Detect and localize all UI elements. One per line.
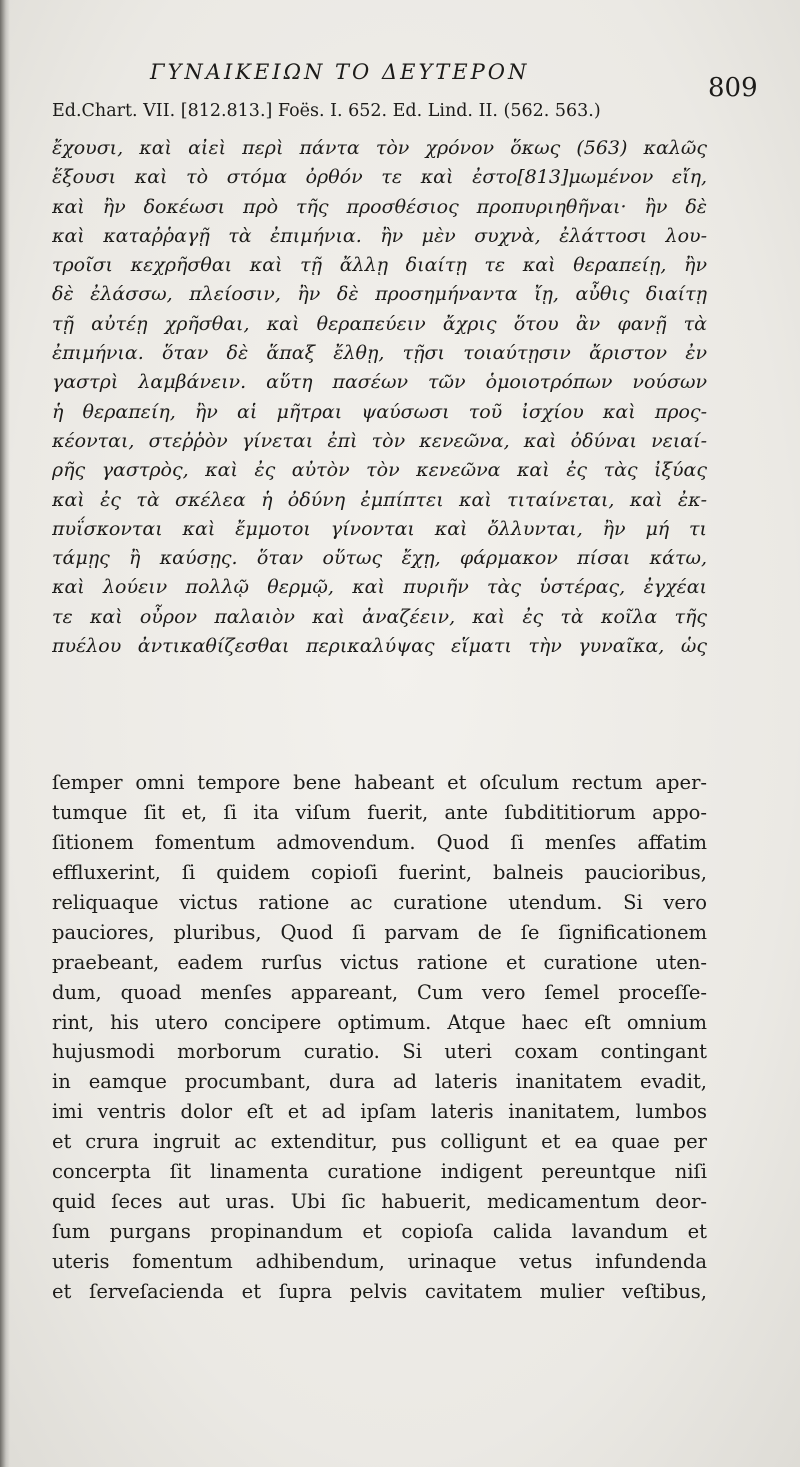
latin-text-line: et ſerveſacienda et ſupra pelvis cavitatem mulier veſtibus, [52,1279,707,1303]
greek-text-line: γαστρὶ λαμβάνειν. αὕτη πασέων τῶν ὁμοιοτρόπων νούσων [52,371,707,394]
greek-text-line: κέονται, στεῤῥὸν γίνεται ἐπὶ τὸν κενεῶνα, καὶ ὀδύναι νειαί- [52,429,707,452]
greek-text-line: ἐπιμήνια. ὅταν δὲ ἅπαξ ἔλθῃ, τῇσι τοιαύτῃσιν ἄριστον ἐν [52,342,707,365]
latin-text-line: imi ventris dolor eſt et ad ipſam lateris inanitatem, lumbos [52,1100,707,1124]
greek-text-line: τροῖσι κεχρῆσθαι καὶ τῇ ἄλλῃ διαίτῃ τε καὶ θεραπείῃ, ἢν [52,254,707,277]
latin-text-line: concerpta ſit linamenta curatione indigent pereuntque niſi [52,1160,707,1184]
latin-text-line: pauciores, pluribus, Quod ſi parvam de ſe ſignificationem [52,920,707,944]
greek-text-line: καὶ ἐς τὰ σκέλεα ἡ ὀδύνη ἐμπίπτει καὶ τιταίνεται, καὶ ἐκ- [52,488,707,511]
greek-text-line: πυΐσκονται καὶ ἔμμοτοι γίνονται καὶ ὄλλυνται, ἢν μή τι [52,517,707,540]
latin-text-line: et crura ingruit ac extenditur, pus colligunt et ea quae per [52,1130,707,1154]
greek-text-line: καὶ λούειν πολλῷ θερμῷ, καὶ πυριῆν τὰς ὑστέρας, ἐγχέαι [52,576,707,599]
greek-text-line: δὲ ἐλάσσω, πλείοσιν, ἢν δὲ προσημήναντα ἴῃ, αὖθις διαίτῃ [52,283,707,306]
greek-text-line: καὶ καταῤῥαγῇ τὰ ἐπιμήνια. ἢν μὲν συχνὰ, ἐλάττοσι λου- [52,224,707,247]
latin-text-line: dum, quoad menſes appareant, Cum vero ſemel proceſſe- [52,980,707,1004]
latin-text-line: effluxerint, ſi quidem copioſi fuerint, balneis paucioribus, [52,860,707,884]
latin-text-line: in eamque procumbant, dura ad lateris inanitatem evadit, [52,1070,707,1094]
greek-text-line: ἔχουσι, καὶ αἰεὶ περὶ πάντα τὸν χρόνον ὅκως (563) καλῶς [52,137,707,159]
latin-text-block [52,768,707,1307]
page-number: 809 [708,73,758,103]
latin-text-line: ſum purgans propinandum et copioſa calida lavandum et [52,1220,707,1244]
running-title: ΓΥΝΑΙΚΕΙΩΝ ΤΟ ΔΕΥΤΕΡΟΝ [150,60,530,84]
greek-text-line: τάμῃς ἢ καύσῃς. ὅταν οὕτως ἔχῃ, φάρμακον πίσαι κάτω, [52,547,707,570]
latin-text-line: quid ſeces aut uras. Ubi ſic habuerit, medicamentum deor- [52,1190,707,1214]
latin-text-line: uteris fomentum adhibendum, urinaque vetus infundenda [52,1250,707,1273]
latin-text-line: praebeant, eadem rurſus victus ratione et curatione uten- [52,950,707,974]
edition-reference-line: Ed.Chart. VII. [812.813.] Foës. I. 652. Ed. Lind. II. (562. 563.) [52,101,601,121]
latin-text-line: ſemper omni tempore bene habeant et oſculum rectum aper- [52,771,707,794]
greek-text-line: τῇ αὐτέῃ χρῆσθαι, καὶ θεραπεύειν ἄχρις ὅτου ἂν φανῇ τὰ [52,312,707,335]
greek-text-line: τε καὶ οὖρον παλαιὸν καὶ ἀναζέειν, καὶ ἐς τὰ κοῖλα τῆς [52,605,707,628]
greek-text-line: ἕξουσι καὶ τὸ στόμα ὀρθόν τε καὶ ἐστο[813]μωμένον εἴη, [52,166,707,189]
greek-text-line: ρῆς γαστρὸς, καὶ ἐς αὐτὸν τὸν κενεῶνα καὶ ἐς τὰς ἰξύας [52,459,707,482]
latin-text-line: reliquaque victus ratione ac curatione utendum. Si vero [52,890,707,914]
greek-text-line: καὶ ἢν δοκέωσι πρὸ τῆς προσθέσιος προπυριηθῆναι· ἢν δὲ [52,195,707,218]
page-binding-edge [0,0,10,1467]
latin-text-line: ſitionem fomentum admovendum. Quod ſi menſes affatim [52,830,707,854]
latin-text-line: rint, his utero concipere optimum. Atque haec eſt omnium [52,1010,707,1034]
greek-text-line: πυέλου ἀντικαθίζεσθαι περικαλύψας εἵματι τὴν γυναῖκα, ὡς [52,635,707,658]
greek-text-block [52,134,707,661]
page-header [100,55,758,103]
greek-text-line: ἡ θεραπείη, ἢν αἱ μῆτραι ψαύσωσι τοῦ ἰσχίου καὶ προς- [52,400,707,423]
latin-text-line: hujusmodi morborum curatio. Si uteri coxam contingant [52,1040,707,1064]
latin-text-line: tumque ſit et, ſi ita viſum fuerit, ante ſubdititiorum appo- [52,800,707,824]
